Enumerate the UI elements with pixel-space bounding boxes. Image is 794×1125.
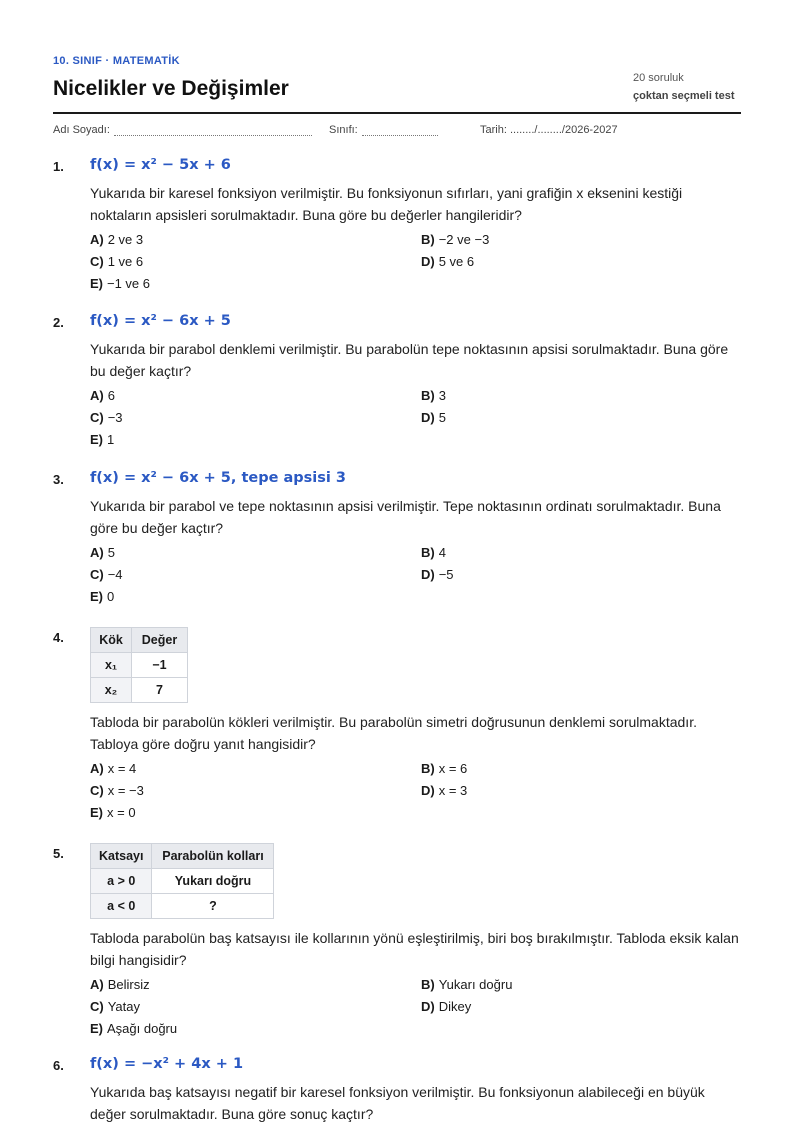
- question-formula: f(x) = x² − 5x + 6: [90, 157, 231, 173]
- question-number: 4.: [53, 630, 64, 645]
- question-text: Yukarıda bir parabol ve tepe noktasının apsisi verilmiştir. Tepe noktasının ordinatı sorulmaktadır. Buna göre bu değer kaçtır?: [90, 498, 721, 536]
- test-type: çoktan seçmeli test: [633, 90, 735, 102]
- question-formula: f(x) = x² − 6x + 5: [90, 313, 231, 329]
- table-header: Kök: [91, 628, 132, 653]
- question-formula: f(x) = x² − 6x + 5, tepe apsisi 3: [90, 470, 346, 486]
- option-e[interactable]: E) 0: [90, 589, 115, 604]
- grade-subject-label: 10. SINIF · MATEMATİK: [53, 55, 180, 67]
- option-e[interactable]: E) x = 0: [90, 805, 136, 820]
- question-count: 20 soruluk: [633, 72, 684, 84]
- answer-options: [90, 229, 741, 295]
- option-d[interactable]: D) 5 ve 6: [421, 254, 475, 269]
- coefficient-table: [90, 843, 274, 919]
- option-a[interactable]: A) 6: [90, 388, 115, 403]
- question-formula: f(x) = −x² + 4x + 1: [90, 1056, 244, 1072]
- answer-options: [90, 974, 741, 1040]
- table-cell: a < 0: [91, 894, 152, 919]
- option-a[interactable]: A) 5: [90, 545, 115, 560]
- class-blank[interactable]: [362, 125, 438, 136]
- student-info-fields: [53, 124, 741, 140]
- question-text: Yukarıda bir karesel fonksiyon verilmiştir. Bu fonksiyonun sıfırları, yani grafiğin x eksenini kestiği noktaların apsisleri sorulmaktadır. Buna göre bu değerler hangileridir?: [90, 185, 683, 223]
- option-c[interactable]: C) x = −3: [90, 783, 144, 798]
- option-b[interactable]: B) 4: [421, 545, 446, 560]
- table-cell: −1: [132, 653, 188, 678]
- test-meta: [633, 72, 741, 102]
- table-cell: a > 0: [91, 869, 152, 894]
- table-cell: x₁: [91, 653, 132, 678]
- option-d[interactable]: D) 5: [421, 410, 446, 425]
- table-row: [91, 869, 274, 894]
- question-text: Tabloda bir parabolün kökleri verilmiştir. Bu parabolün simetri doğrusunun denklemi sorulmaktadır. Tabloya göre doğru yanıt hangisidir?: [90, 714, 697, 752]
- table-row: [91, 678, 188, 703]
- question-number: 6.: [53, 1058, 64, 1073]
- table-row: [91, 653, 188, 678]
- table-header: Katsayı: [91, 844, 152, 869]
- option-b[interactable]: B) −2 ve −3: [421, 232, 490, 247]
- table-cell: x₂: [91, 678, 132, 703]
- option-b[interactable]: B) Yukarı doğru: [421, 977, 513, 992]
- question-number: 2.: [53, 315, 64, 330]
- name-blank[interactable]: [114, 125, 312, 136]
- name-label: Adı Soyadı:: [53, 124, 110, 136]
- table-cell: ?: [152, 894, 274, 919]
- option-c[interactable]: C) Yatay: [90, 999, 140, 1014]
- class-field[interactable]: [329, 124, 438, 136]
- date-label: Tarih: ......../......../2026-2027: [480, 124, 618, 136]
- table-cell: Yukarı doğru: [152, 869, 274, 894]
- question-text: Yukarıda baş katsayısı negatif bir karesel fonksiyon verilmiştir. Bu fonksiyonun alabileceği en büyük değer sorulmaktadır. Buna göre sonuç kaçtır?: [90, 1084, 705, 1122]
- table-header: Değer: [132, 628, 188, 653]
- answer-options: [90, 758, 741, 824]
- option-b[interactable]: B) x = 6: [421, 761, 468, 776]
- table-cell: 7: [132, 678, 188, 703]
- question-number: 5.: [53, 846, 64, 861]
- table-row: [91, 894, 274, 919]
- page-title: Nicelikler ve Değişimler: [53, 77, 289, 100]
- option-d[interactable]: D) −5: [421, 567, 454, 582]
- test-header: [53, 0, 741, 114]
- option-d[interactable]: D) Dikey: [421, 999, 472, 1014]
- question-number: 1.: [53, 159, 64, 174]
- question-text: Tabloda parabolün baş katsayısı ile kollarının yönü eşleştirilmiş, biri boş bırakılmıştır. Tabloda eksik kalan bilgi hangisidir?: [90, 930, 739, 968]
- test-page: [53, 0, 741, 1122]
- option-e[interactable]: E) −1 ve 6: [90, 276, 151, 291]
- answer-options: [90, 385, 741, 451]
- question-number: 3.: [53, 472, 64, 487]
- option-a[interactable]: A) x = 4: [90, 761, 137, 776]
- option-e[interactable]: E) 1: [90, 432, 115, 447]
- roots-table: [90, 627, 188, 703]
- option-a[interactable]: A) Belirsiz: [90, 977, 150, 992]
- table-header: Parabolün kolları: [152, 844, 274, 869]
- option-c[interactable]: C) −3: [90, 410, 123, 425]
- name-field[interactable]: [53, 124, 312, 136]
- option-e[interactable]: E) Aşağı doğru: [90, 1021, 178, 1036]
- option-d[interactable]: D) x = 3: [421, 783, 468, 798]
- class-label: Sınıfı:: [329, 124, 358, 136]
- option-c[interactable]: C) −4: [90, 567, 123, 582]
- answer-options: [90, 542, 741, 608]
- option-a[interactable]: A) 2 ve 3: [90, 232, 144, 247]
- option-c[interactable]: C) 1 ve 6: [90, 254, 144, 269]
- question-text: Yukarıda bir parabol denklemi verilmiştir. Bu parabolün tepe noktasının apsisi sorulmaktadır. Buna göre bu değer kaçtır?: [90, 341, 729, 379]
- option-b[interactable]: B) 3: [421, 388, 446, 403]
- date-field[interactable]: [480, 124, 618, 136]
